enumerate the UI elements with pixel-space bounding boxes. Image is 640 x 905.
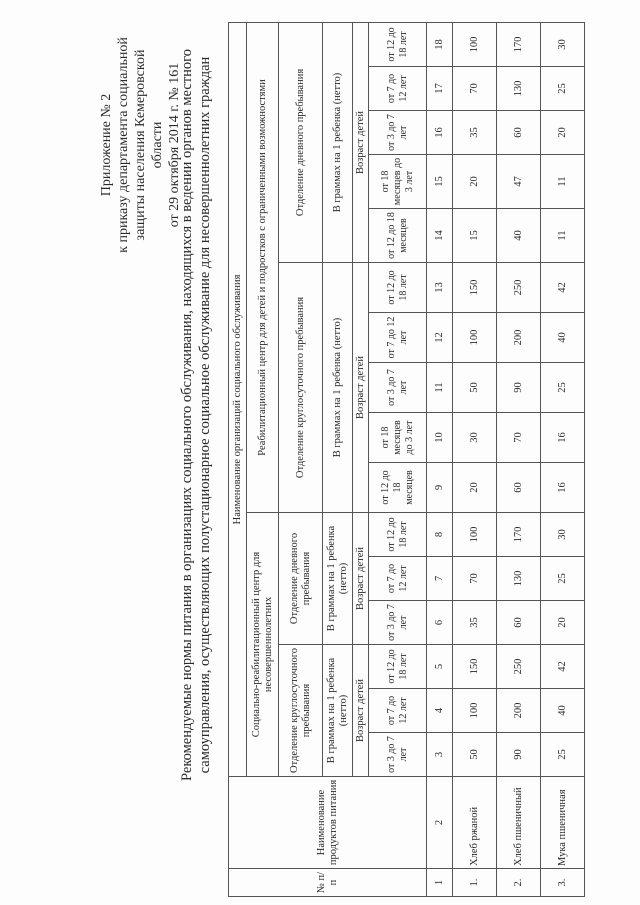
norm-value: 150 [453,263,497,313]
header-center-1: Социально-реабилитационный центр для несовершеннолетних [247,513,279,777]
header-organizations: Наименование организаций социального обслуживания [229,22,247,776]
column-number: 18 [427,22,453,66]
heading-line: самоуправления, осуществляющих полустационарное социальное обслуживание для несовершеннолетних граждан [197,56,213,774]
norm-value: 40 [497,209,541,263]
norm-value: 47 [497,155,541,209]
norm-value: 30 [541,22,585,66]
column-number: 7 [427,557,453,601]
age-group: от 12 до 18 лет [369,513,427,557]
norm-value: 100 [453,313,497,363]
header-grams: В граммах на 1 ребенка (нетто) [323,513,353,645]
table-row [541,22,585,896]
column-number: 13 [427,263,453,313]
column-number: 17 [427,67,453,111]
norm-value: 25 [541,733,585,777]
header-c1-round-the-clock: Отделение круглосуточного пребывания [279,645,323,777]
norm-value: 40 [541,313,585,363]
norm-value: 60 [497,111,541,155]
header-center-2: Реабилитационный центр для детей и подростков с ограниченными возможностями [247,22,279,512]
appendix-title: Приложение № 2 [99,93,114,197]
norm-value: 200 [497,313,541,363]
norm-value: 170 [497,513,541,557]
age-group: от 3 до 7 лет [369,111,427,155]
norm-value: 11 [541,155,585,209]
table-row [497,22,541,896]
norm-value: 90 [497,363,541,413]
age-group: от 7 до 12 лет [369,557,427,601]
norm-value: 100 [453,689,497,733]
column-number: 9 [427,463,453,513]
norm-value: 30 [541,513,585,557]
header-grams: В граммах на 1 ребенка (нетто) [323,645,353,777]
norm-value: 40 [541,689,585,733]
product-name: Мука пшеничная [541,777,585,869]
norm-value: 200 [497,689,541,733]
norm-value: 60 [497,463,541,513]
product-name: Хлеб пшеничный [497,777,541,869]
column-number: 6 [427,601,453,645]
norm-value: 16 [541,463,585,513]
age-group: от 7 до 12 лет [369,313,427,363]
norm-value: 70 [497,413,541,463]
column-number: 4 [427,689,453,733]
header-age: Возраст детей [353,513,369,645]
norm-value: 250 [497,263,541,313]
column-number: 1 [427,869,453,897]
header-age: Возраст детей [353,645,369,777]
header-age: Возраст детей [353,263,369,513]
norm-value: 30 [453,413,497,463]
appendix-line: к приказу департамента социальной [116,37,131,253]
row-number: 2. [497,869,541,897]
header-product-name: Наименование продуктов питания [229,777,427,869]
age-group: от 3 до 7 лет [369,363,427,413]
row-number: 1. [453,869,497,897]
appendix-line: защиты населения Кемеровской [133,49,148,241]
age-group: от 3 до 7 лет [369,601,427,645]
nutrition-norms-table [228,22,585,897]
column-number: 16 [427,111,453,155]
norm-value: 100 [453,22,497,66]
norm-value: 16 [541,413,585,463]
norm-value: 25 [541,557,585,601]
row-number: 3. [541,869,585,897]
column-number: 2 [427,777,453,869]
norm-value: 15 [453,209,497,263]
appendix-line: области [150,121,165,169]
column-numbers-row [427,22,453,896]
age-group: от 12 до 18 лет [369,263,427,313]
header-c2-round-the-clock: Отделение круглосуточного пребывания [279,263,323,513]
norm-value: 90 [497,733,541,777]
column-number: 3 [427,733,453,777]
norm-value: 42 [541,645,585,689]
norm-value: 42 [541,263,585,313]
column-number: 14 [427,209,453,263]
norm-value: 60 [497,601,541,645]
column-number: 12 [427,313,453,363]
column-number: 10 [427,413,453,463]
age-group: от 18 месяцев до 3 лет [369,155,427,209]
norm-value: 20 [541,111,585,155]
norm-value: 50 [453,363,497,413]
column-number: 11 [427,363,453,413]
norm-value: 20 [541,601,585,645]
norm-value: 50 [453,733,497,777]
table-row [453,22,497,896]
norm-value: 130 [497,67,541,111]
age-group: от 12 до 18 месяцев [369,463,427,513]
age-group: от 12 до 18 лет [369,645,427,689]
header-c1-day-stay: Отделение дневного пребывания [279,513,323,645]
header-c2-day-stay: Отделение дневного пребывания [279,22,323,262]
age-group: от 3 до 7 лет [369,733,427,777]
age-group: от 18 месяцев до 3 лет [369,413,427,463]
age-group: от 7 до 12 лет [369,689,427,733]
document-heading [178,0,214,835]
appendix-block [98,5,183,285]
norm-value: 250 [497,645,541,689]
norm-value: 20 [453,463,497,513]
norm-value: 70 [453,557,497,601]
heading-line: Рекомендуемые нормы питания в организациях социального обслуживания, находящихся в ведении органов местного [179,49,195,781]
norm-value: 35 [453,601,497,645]
column-number: 5 [427,645,453,689]
norm-value: 35 [453,111,497,155]
appendix-date: от 29 октября 2014 г. № 161 [167,62,182,228]
norm-value: 130 [497,557,541,601]
column-number: 8 [427,513,453,557]
norm-value: 150 [453,645,497,689]
age-group: от 12 до 18 лет [369,22,427,66]
column-number: 15 [427,155,453,209]
product-name: Хлеб ржаной [453,777,497,869]
norm-value: 11 [541,209,585,263]
header-grams: В граммах на 1 ребенка (нетто) [323,263,353,513]
header-number: № п/п [229,869,427,897]
header-grams: В граммах на 1 ребенка (нетто) [323,22,353,262]
norm-value: 100 [453,513,497,557]
age-group: от 7 до 12 лет [369,67,427,111]
age-group: от 12 до 18 месяцев [369,209,427,263]
norm-value: 25 [541,67,585,111]
norm-value: 70 [453,67,497,111]
norm-value: 170 [497,22,541,66]
norm-value: 25 [541,363,585,413]
norm-value: 20 [453,155,497,209]
header-age: Возраст детей [353,22,369,262]
